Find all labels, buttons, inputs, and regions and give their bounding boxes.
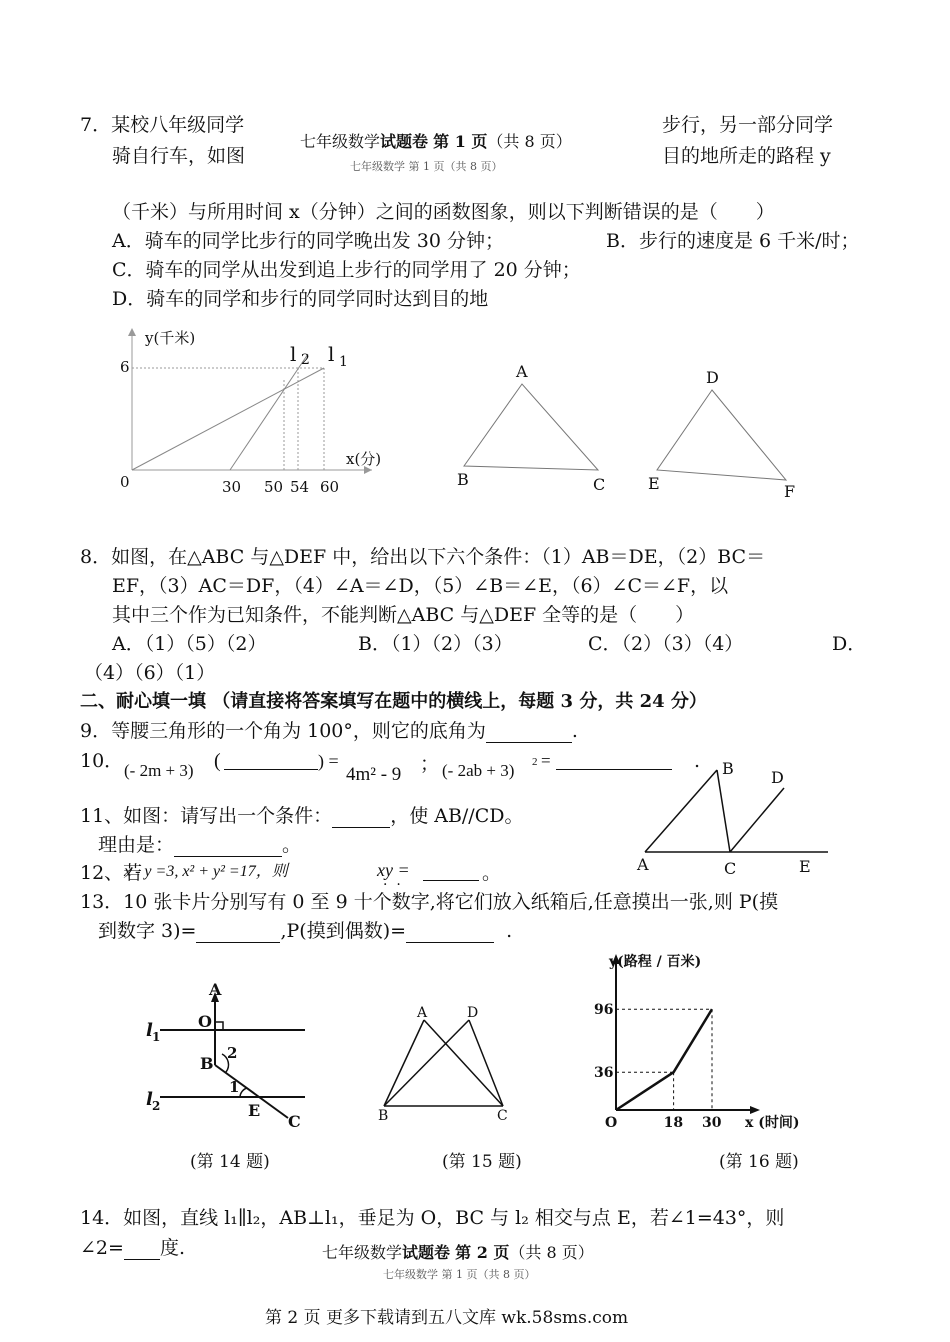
q7-line3: （千米）与所用时间 x（分钟）之间的函数图象，则以下判断错误的是（ ） — [112, 201, 775, 223]
header-bottom: 七年级数学试题卷 第 2 页（共 8 页） — [322, 1243, 594, 1262]
q8-option-b: B．（1）（2）（3） — [358, 633, 513, 655]
q12-end: 。 — [482, 862, 502, 884]
q10-num: 10． — [80, 750, 124, 772]
header-top: 七年级数学试题卷 第 1 页（共 8 页） — [300, 132, 572, 151]
q14-answer-blank[interactable] — [124, 1239, 160, 1260]
q10-open-paren: ( — [214, 750, 221, 772]
fig11-label-c: C — [724, 859, 737, 878]
graph7-ytick-6: 6 — [120, 358, 130, 376]
graph7-ylabel: y(千米) — [145, 329, 196, 347]
q9: 9．等腰三角形的一个角为 100°，则它的底角为 . — [80, 720, 578, 742]
q11-line2: 理由是： 。 — [98, 834, 302, 856]
q14-line2: ∠2= 度. — [80, 1237, 185, 1259]
q8-option-d-cont: （4）（6）（1） — [84, 662, 216, 684]
fig15-label-a: A — [417, 1005, 428, 1021]
header-top-ghost: 七年级数学 第 1 页（共 8 页） — [350, 160, 503, 173]
tri-label-e: E — [648, 474, 660, 493]
fig15-caption: (第 15 题) — [442, 1152, 522, 1172]
fig15-segment-ac — [424, 1020, 503, 1106]
q14-line1: 14．如图，直线 l₁∥l₂，AB⊥l₁，垂足为 O，BC 与 l₂ 相交与点 E，若∠1=43°，则 — [80, 1207, 785, 1229]
fig14-label-o: O — [198, 1012, 212, 1031]
q11-line1: 11、如图：请写出一个条件： ，使 AB//CD。 — [80, 805, 524, 827]
graph7-xtick-54: 54 — [290, 478, 310, 496]
q12-prefix: 12、若 — [80, 862, 143, 884]
q7-option-b: B．步行的速度是 6 千米/时； — [606, 230, 860, 252]
fig15-label-d: D — [467, 1005, 479, 1021]
page-footer: 第 2 页 更多下载请到五八文库 wk.58sms.com — [265, 1308, 629, 1328]
fig14-label-angle1: 1 — [229, 1078, 240, 1096]
fig15-label-c: C — [497, 1108, 508, 1124]
graph7-label-l1-sub: 1 — [339, 354, 348, 370]
fig16-caption: (第 16 题) — [719, 1152, 799, 1172]
q8-line3: 其中三个作为已知条件，不能判断△ABC 与△DEF 全等的是（ ） — [112, 604, 695, 626]
header-bottom-ghost: 七年级数学 第 1 页（共 8 页） — [383, 1268, 536, 1281]
fig16-ytick-36: 36 — [594, 1065, 614, 1082]
graph7-label-l2: l — [290, 342, 297, 366]
q10-close-paren: ) = — [318, 751, 339, 771]
fig14-label-angle2: 2 — [227, 1044, 238, 1062]
fig15-label-b: B — [378, 1108, 389, 1124]
q7-line2-right: 目的地所走的路程 y — [662, 145, 831, 167]
fig14-label-c: C — [288, 1112, 301, 1131]
fig11-label-d: D — [771, 768, 784, 787]
graph7-xtick-30: 30 — [222, 478, 242, 496]
fig15-segment-ab — [384, 1020, 424, 1106]
q7-option-c: C．骑车的同学从出发到追上步行的同学用了 20 分钟； — [112, 259, 581, 281]
fig15-segment-bd — [384, 1020, 469, 1106]
q8-line1: 8．如图，在△ABC 与△DEF 中，给出以下六个条件：（1）AB＝DE，（2）BC＝ — [80, 546, 766, 568]
tri-label-f: F — [784, 482, 796, 501]
section-2-heading: 二、耐心填一填 （请直接将答案填写在题中的横线上，每题 3 分，共 24 分） — [80, 691, 707, 712]
q12-xy: xy = — [377, 860, 410, 880]
fig14-label-l2: l — [146, 1089, 153, 1110]
q8-line2: EF，（3）AC＝DF，（4）∠A＝∠D，（5）∠B＝∠E，（6）∠C＝∠F，以 — [112, 575, 729, 597]
graph7-xtick-50: 50 — [264, 478, 284, 496]
fig14-label-b: B — [200, 1054, 214, 1073]
q7-option-d: D．骑车的同学和步行的同学同时达到目的地 — [112, 288, 489, 310]
tri-label-d: D — [706, 368, 719, 387]
fig16-ylabel: y(路程 / 百米) — [609, 954, 702, 970]
fig16-xlabel: x (时间) — [745, 1115, 800, 1131]
fig11-label-a: A — [637, 855, 649, 874]
q7-line1-right: 步行，另一部分同学 — [662, 114, 834, 136]
q13-line1: 13．10 张卡片分别写有 0 至 9 十个数字,将它们放入纸箱后,任意摸出一张,则 P(摸 — [80, 891, 779, 913]
fig14-label-a: A — [209, 980, 222, 999]
fig14-right-angle — [215, 1022, 223, 1030]
figure-q16-chart — [594, 953, 799, 1131]
fig14-label-l1: l — [146, 1020, 153, 1041]
q7-option-a: A．骑车的同学比步行的同学晚出发 30 分钟； — [112, 230, 504, 252]
fig14-angle1-arc — [240, 1088, 247, 1097]
graph7-origin: 0 — [120, 473, 130, 491]
fig16-xtick-18: 18 — [663, 1115, 684, 1131]
q13-line2: 到数字 3)= ,P(摸到偶数)= . — [98, 920, 513, 942]
fig11-label-b: B — [722, 759, 734, 778]
fig16-series-line — [616, 1009, 712, 1110]
q7-line2-left: 骑自行车，如图 — [112, 145, 246, 167]
q10-expr1: (- 2m + 3) — [124, 761, 194, 780]
q10-expr3: (- 2ab + 3) — [442, 761, 515, 780]
fig14-caption: (第 14 题) — [190, 1152, 270, 1172]
fig14-label-l1-sub: 1 — [152, 1030, 161, 1044]
graph7-xlabel: x(分) — [346, 450, 382, 468]
graph7-label-l2-sub: 2 — [301, 352, 310, 368]
tri-label-a: A — [516, 362, 528, 381]
fig15-segment-dc — [469, 1020, 503, 1106]
q8-option-c: C．（2）（3）（4） — [588, 633, 744, 655]
graph7-label-l1: l — [328, 342, 335, 366]
q7-line1-left: 7．某校八年级同学 — [80, 114, 245, 136]
fig16-xtick-30: 30 — [702, 1115, 722, 1131]
q10-expr3-sup: 2 — [532, 756, 538, 768]
fig16-ytick-96: 96 — [594, 1002, 614, 1019]
tri-label-c: C — [593, 475, 606, 494]
q10-separator: ； — [420, 753, 440, 775]
fig14-label-l2-sub: 2 — [152, 1099, 161, 1113]
q12-expr: x - y =3, x² + y² =17，则 — [124, 863, 288, 880]
q12-emphasis-dots: · · — [383, 877, 401, 893]
fig16-origin: O — [605, 1115, 618, 1131]
q10-eq: = — [541, 751, 551, 770]
fig11-label-e: E — [799, 857, 811, 876]
tri-label-b: B — [457, 470, 469, 489]
q10-expr2: 4m² - 9 — [346, 764, 402, 785]
fig14-label-e: E — [248, 1101, 261, 1120]
graph7-xtick-60: 60 — [320, 478, 340, 496]
q8-option-d: D． — [832, 633, 867, 655]
q10-end: . — [694, 750, 701, 772]
q8-option-a: A．（1）（5）（2） — [112, 633, 267, 655]
fig16-x-arrow — [750, 1106, 760, 1114]
